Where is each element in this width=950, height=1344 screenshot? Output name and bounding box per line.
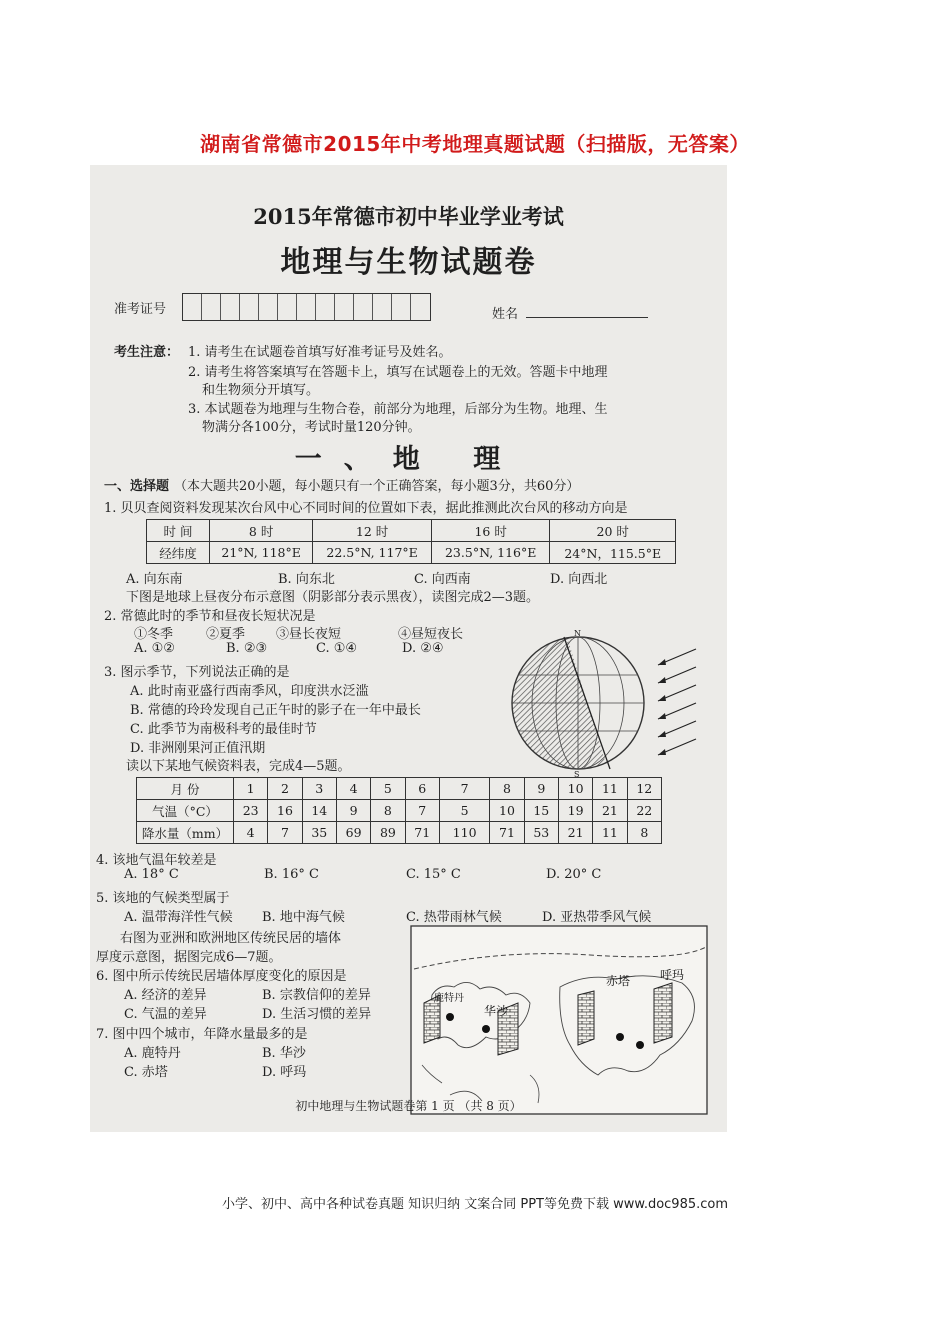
intro-text: 厚度示意图，据图完成6—7题。 — [96, 950, 282, 965]
section-heading: 一、地 理 — [294, 444, 523, 475]
day-night-globe-diagram — [498, 627, 698, 777]
eurasia-dwelling-map — [410, 925, 708, 1115]
map-label-huma: 呼玛 — [660, 968, 685, 982]
table-cell: 21 — [593, 800, 627, 822]
typhoon-table — [146, 519, 676, 564]
option: ①冬季 — [134, 627, 174, 642]
option: B. 常德的玲玲发现自己正午时的影子在一年中最长 — [130, 703, 421, 718]
option: D. 非洲刚果河正值汛期 — [130, 741, 266, 756]
table-cell: 22.5°N, 117°E — [313, 542, 432, 564]
option: A. 18° C — [124, 867, 179, 882]
table-cell: 气温（°C） — [137, 800, 234, 822]
table-cell: 24°N，115.5°E — [550, 542, 676, 564]
option: B. 16° C — [264, 867, 319, 882]
table-cell: 21°N, 118°E — [210, 542, 313, 564]
table-cell: 12 时 — [313, 520, 432, 542]
table-cell: 15 — [524, 800, 558, 822]
name-label: 姓名 — [492, 307, 519, 322]
table-cell: 16 — [268, 800, 302, 822]
option: C. 热带雨林气候 — [406, 910, 502, 925]
site-footer: 小学、初中、高中各种试卷真题 知识归纳 文案合同 PPT等免费下载 www.doc985.com — [221, 1197, 729, 1212]
table-cell: 10 — [490, 800, 524, 822]
option: D. 向西北 — [550, 572, 608, 587]
document-title: 湖南省常德市2015年中考地理真题试题（扫描版，无答案） — [200, 132, 750, 156]
option: B. ②③ — [226, 641, 268, 656]
question-5: 5. 该地的气候类型属于 — [96, 891, 230, 906]
table-cell: 35 — [302, 822, 336, 844]
table-cell: 11 — [593, 778, 627, 800]
table-cell: 89 — [371, 822, 405, 844]
table-cell: 6 — [405, 778, 439, 800]
part-label: 一、选择题 — [104, 479, 170, 494]
option: C. 此季节为南极科考的最佳时节 — [130, 722, 317, 737]
table-cell: 8 时 — [210, 520, 313, 542]
option: C. 15° C — [406, 867, 461, 882]
table-cell: 71 — [490, 822, 524, 844]
option: B. 华沙 — [262, 1046, 306, 1061]
table-cell: 14 — [302, 800, 336, 822]
table-cell: 23 — [234, 800, 268, 822]
option: A. 此时南亚盛行西南季风，印度洪水泛滥 — [130, 684, 369, 699]
table-cell: 69 — [336, 822, 370, 844]
notice-line: 1. 请考生在试题卷首填写好准考证号及姓名。 — [188, 345, 452, 360]
option: A. ①② — [134, 641, 175, 656]
option: B. 向东北 — [278, 572, 335, 587]
option: C. ①④ — [316, 641, 358, 656]
option: A. 经济的差异 — [124, 988, 207, 1003]
table-cell: 3 — [302, 778, 336, 800]
table-cell: 9 — [524, 778, 558, 800]
question-1: 1. 贝贝查阅资料发现某次台风中心不同时间的位置如下表，据此推测此次台风的移动方向是 — [104, 501, 628, 516]
table-cell: 2 — [268, 778, 302, 800]
table-cell: 月 份 — [137, 778, 234, 800]
option: D. 呼玛 — [262, 1065, 307, 1080]
table-cell: 53 — [524, 822, 558, 844]
question-7: 7. 图中四个城市，年降水量最多的是 — [96, 1027, 308, 1042]
option: A. 鹿特丹 — [124, 1046, 181, 1061]
table-cell: 5 — [371, 778, 405, 800]
table-cell: 16 时 — [431, 520, 550, 542]
table-cell: 7 — [268, 822, 302, 844]
exam-title: 2015年常德市初中毕业学业考试 — [253, 204, 564, 229]
table-cell: 8 — [490, 778, 524, 800]
scanned-exam-page — [90, 165, 727, 1132]
notice-line: 3. 本试题卷为地理与生物合卷，前部分为地理，后部分为生物。地理、生 — [188, 402, 608, 417]
notice-line: 2. 请考生将答案填写在答题卡上，填写在试题卷上的无效。答题卡中地理 — [188, 365, 608, 380]
question-3: 3. 图示季节，下列说法正确的是 — [104, 665, 290, 680]
question-4: 4. 该地气温年较差是 — [96, 853, 217, 868]
option: D. 亚热带季风气候 — [542, 910, 652, 925]
table-cell: 110 — [439, 822, 489, 844]
table-cell: 11 — [593, 822, 627, 844]
table-cell: 4 — [336, 778, 370, 800]
option: D. ②④ — [402, 641, 444, 656]
map-label-warsaw: 华沙 — [484, 1004, 509, 1018]
option: B. 宗教信仰的差异 — [262, 988, 371, 1003]
exam-page-footer: 初中地理与生物试题卷第 1 页 （共 8 页） — [295, 1099, 522, 1113]
table-cell: 10 — [558, 778, 592, 800]
map-label-rotterdam: 鹿特丹 — [434, 993, 464, 1004]
name-underline — [526, 317, 648, 318]
option: ②夏季 — [206, 627, 246, 642]
table-cell: 8 — [627, 822, 661, 844]
table-cell: 7 — [405, 800, 439, 822]
intro-text: 读以下某地气候资料表，完成4—5题。 — [126, 759, 351, 774]
option: D. 生活习惯的差异 — [262, 1007, 372, 1022]
table-cell: 1 — [234, 778, 268, 800]
table-cell: 时 间 — [147, 520, 210, 542]
table-cell: 12 — [627, 778, 661, 800]
intro-text: 下图是地球上昼夜分布示意图（阴影部分表示黑夜），读图完成2—3题。 — [126, 590, 540, 605]
ticket-number-boxes — [182, 293, 431, 321]
table-cell: 23.5°N, 116°E — [431, 542, 550, 564]
part-description: （本大题共20小题，每小题只有一个正确答案，每小题3分，共60分） — [174, 479, 580, 494]
option: C. 气温的差异 — [124, 1007, 207, 1022]
table-cell: 22 — [627, 800, 661, 822]
table-cell: 20 时 — [550, 520, 676, 542]
table-cell: 21 — [558, 822, 592, 844]
intro-text: 右图为亚洲和欧洲地区传统民居的墙体 — [120, 931, 342, 946]
ticket-label: 准考证号 — [114, 302, 167, 317]
north-pole-label: N — [574, 629, 581, 638]
table-cell: 9 — [336, 800, 370, 822]
option: C. 向西南 — [414, 572, 471, 587]
option: A. 向东南 — [126, 572, 183, 587]
south-pole-label: S — [574, 770, 580, 777]
table-cell: 8 — [371, 800, 405, 822]
map-label-chita: 赤塔 — [606, 974, 631, 988]
table-cell: 5 — [439, 800, 489, 822]
notice-line: 物满分各100分，考试时量120分钟。 — [202, 420, 421, 435]
option: C. 赤塔 — [124, 1065, 168, 1080]
climate-table — [136, 777, 662, 844]
table-cell: 经纬度 — [147, 542, 210, 564]
table-cell: 19 — [558, 800, 592, 822]
table-cell: 4 — [234, 822, 268, 844]
option: ④昼短夜长 — [398, 627, 464, 642]
question-2: 2. 常德此时的季节和昼夜长短状况是 — [104, 609, 316, 624]
question-6: 6. 图中所示传统民居墙体厚度变化的原因是 — [96, 969, 347, 984]
option: A. 温带海洋性气候 — [124, 910, 233, 925]
table-cell: 71 — [405, 822, 439, 844]
option: ③昼长夜短 — [276, 627, 342, 642]
notice-label: 考生注意： — [114, 345, 180, 360]
option: B. 地中海气候 — [262, 910, 345, 925]
table-cell: 7 — [439, 778, 489, 800]
table-cell: 降水量（mm） — [137, 822, 234, 844]
notice-line: 和生物须分开填写。 — [202, 383, 320, 398]
option: D. 20° C — [546, 867, 602, 882]
exam-subtitle: 地理与生物试题卷 — [280, 245, 537, 280]
